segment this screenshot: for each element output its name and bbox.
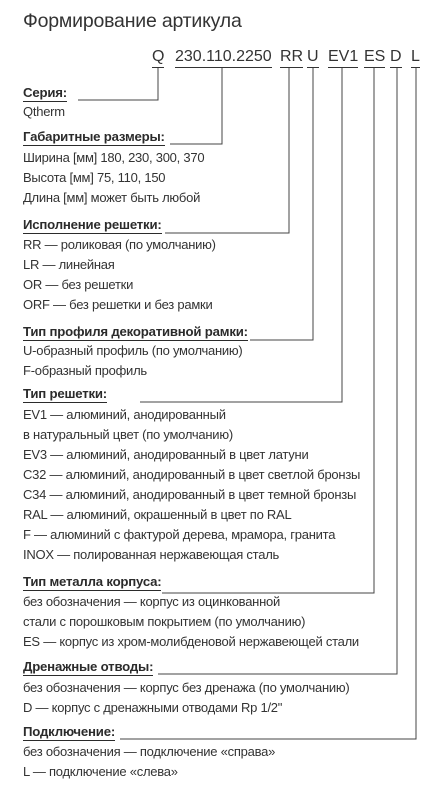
section-line: ORF — без решетки и без рамки bbox=[23, 297, 213, 312]
code-part-series: Q bbox=[152, 48, 164, 68]
section-title-connection: Подключение: bbox=[23, 724, 116, 739]
page-title: Формирование артикула bbox=[23, 10, 242, 32]
section-title-drainage: Дренажные отводы: bbox=[23, 659, 154, 674]
section-line: стали с порошковым покрытием (по умолчанию) bbox=[23, 614, 306, 629]
code-part-grille-type: EV1 bbox=[328, 48, 358, 68]
section-line: D — корпус с дренажными отводами Rp 1/2" bbox=[23, 700, 283, 715]
section-title-grille-design: Исполнение решетки: bbox=[23, 217, 162, 232]
section-line: OR — без решетки bbox=[23, 277, 134, 292]
section-line: без обозначения — корпус без дренажа (по умолчанию) bbox=[23, 680, 350, 695]
section-title-grille-type: Тип решетки: bbox=[23, 386, 107, 401]
section-line: Длина [мм] может быть любой bbox=[23, 190, 201, 205]
section-title-series: Серия: bbox=[23, 85, 67, 100]
section-line: LR — линейная bbox=[23, 257, 115, 272]
code-part-connection: L bbox=[411, 48, 420, 68]
section-line: EV1 — алюминий, анодированный bbox=[23, 407, 226, 422]
section-line: F-образный профиль bbox=[23, 363, 147, 378]
code-part-body-metal: ES bbox=[364, 48, 385, 68]
section-line: EV3 — алюминий, анодированный в цвет латуни bbox=[23, 447, 309, 462]
section-line: L — подключение «слева» bbox=[23, 764, 178, 779]
section-line: без обозначения — подключение «справа» bbox=[23, 744, 276, 759]
code-part-frame-profile: U bbox=[307, 48, 319, 68]
connector-frame-profile bbox=[250, 68, 313, 340]
section-line: RAL — алюминий, окрашенный в цвет по RAL bbox=[23, 507, 292, 522]
code-part-dimensions: 230.110.2250 bbox=[175, 48, 272, 68]
section-title-body-metal: Тип металла корпуса: bbox=[23, 574, 162, 589]
code-part-drainage: D bbox=[390, 48, 402, 68]
section-line: RR — роликовая (по умолчанию) bbox=[23, 237, 216, 252]
section-line: U-образный профиль (по умолчанию) bbox=[23, 343, 243, 358]
section-line: Qtherm bbox=[23, 104, 65, 119]
section-line: C32 — алюминий, анодированный в цвет светлой бронзы bbox=[23, 467, 361, 482]
section-line: Высота [мм] 75, 110, 150 bbox=[23, 170, 166, 185]
section-title-dimensions: Габаритные размеры: bbox=[23, 129, 165, 144]
section-line: F — алюминий с фактурой дерева, мрамора, гранита bbox=[23, 527, 336, 542]
section-line: C34 — алюминий, анодированный в цвет темной бронзы bbox=[23, 487, 357, 502]
section-line: без обозначения — корпус из оцинкованной bbox=[23, 594, 281, 609]
section-line: ES — корпус из хром-молибденовой нержавеющей стали bbox=[23, 634, 359, 649]
section-title-frame-profile: Тип профиля декоративной рамки: bbox=[23, 324, 248, 339]
section-line: INOX — полированная нержавеющая сталь bbox=[23, 547, 280, 562]
code-part-grille-design: RR bbox=[280, 48, 303, 68]
section-line: в натуральный цвет (по умолчанию) bbox=[23, 427, 233, 442]
connector-dimensions bbox=[170, 68, 222, 144]
section-line: Ширина [мм] 180, 230, 300, 370 bbox=[23, 150, 205, 165]
connector-series bbox=[78, 68, 158, 100]
